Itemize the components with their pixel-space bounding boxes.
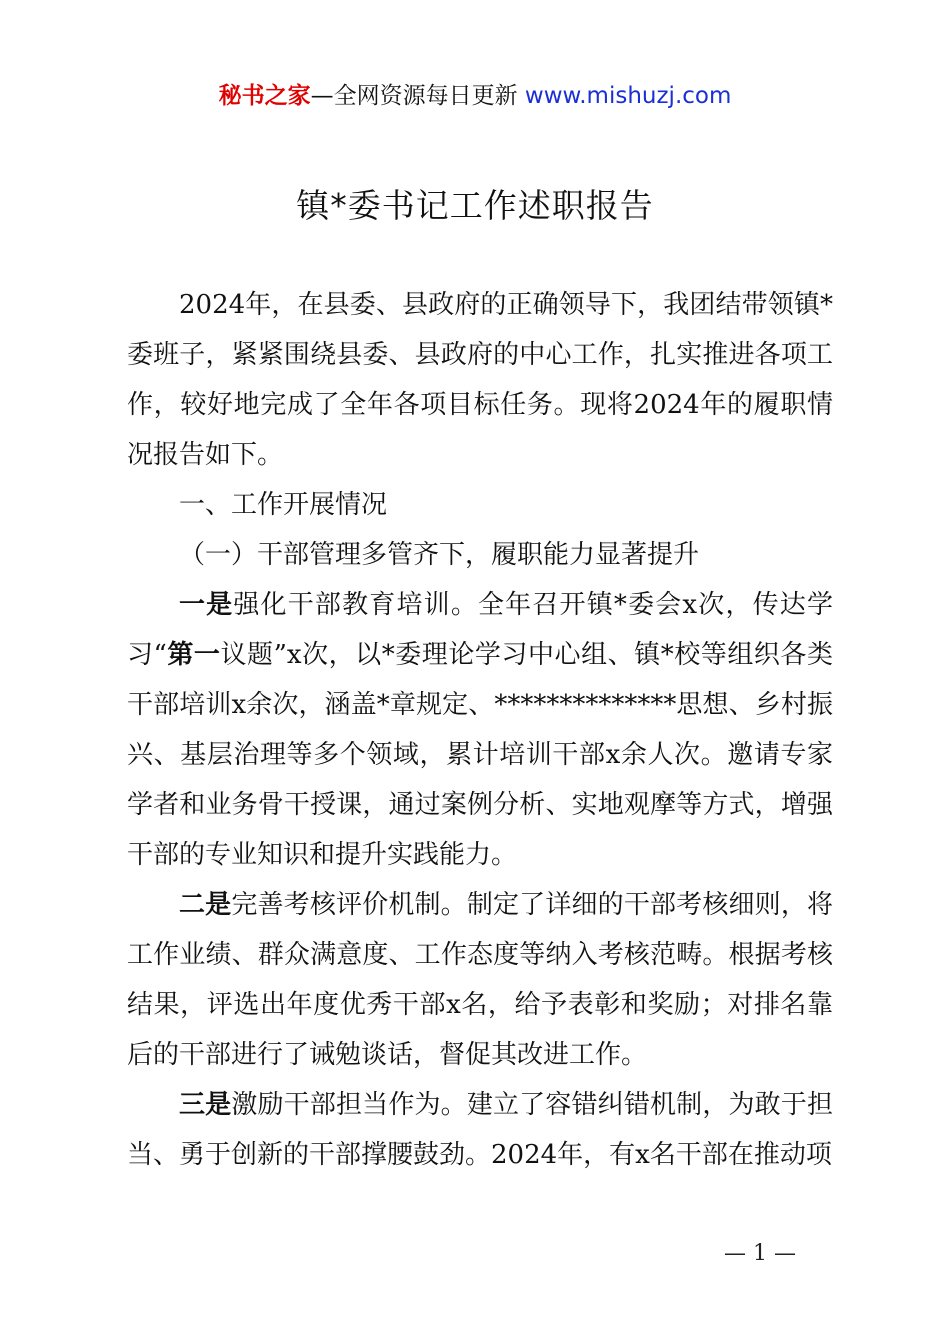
banner-slogan: —全网资源每日更新 xyxy=(310,83,525,109)
banner-url-link[interactable]: www.mishuzj.com xyxy=(524,83,732,109)
point-1-text-b: 议题”x次，以*委理论学习中心组、镇*校等组织各类干部培训x余次，涵盖*章规定、**************思想、乡村振兴、基层治理等多个领域，累计培训干部x余人次。邀请专家学者和业务骨干授课，通过案例分析、实地观摩等方式，增强干部的专业知识和提升实践能力。 xyxy=(127,640,833,870)
point-1-lead: 一是 xyxy=(179,590,234,620)
document-title: 镇*委书记工作述职报告 xyxy=(296,186,654,225)
point-1-text-a: 强化干部教育培训。全年召开镇*委会x次，传达学习“ xyxy=(127,590,833,670)
subsection-heading-1: （一）干部管理多管齐下，履职能力显著提升 xyxy=(179,540,700,570)
paragraph-point-2 xyxy=(127,880,833,1080)
point-3-text: 激励干部担当作为。建立了容错纠错机制，为敢于担当、勇于创新的干部撑腰鼓劲。2024年，有x名干部在推动项 xyxy=(127,1090,833,1170)
point-1-bold: 第一 xyxy=(166,640,221,670)
paragraph-point-1 xyxy=(127,580,833,880)
point-2-text: 完善考核评价机制。制定了详细的干部考核细则，将工作业绩、群众满意度、工作态度等纳入考核范畴。根据考核结果，评选出年度优秀干部x名，给予表彰和奖励；对排名靠后的干部进行了诫勉谈话，督促其改进工作。 xyxy=(127,890,833,1070)
section-heading-1: 一、工作开展情况 xyxy=(179,490,388,520)
document-body xyxy=(127,280,833,1180)
point-2-lead: 二是 xyxy=(179,890,232,920)
page-number: — 1 — xyxy=(724,1241,796,1266)
site-banner xyxy=(0,80,950,112)
paragraph-point-3 xyxy=(127,1080,833,1180)
point-3-lead: 三是 xyxy=(179,1090,232,1120)
brand-name: 秘书之家 xyxy=(218,83,311,109)
intro-paragraph: 2024年，在县委、县政府的正确领导下，我团结带领镇*委班子，紧紧围绕县委、县政府的中心工作，扎实推进各项工作，较好地完成了全年各项目标任务。现将2024年的履职情况报告如下。 xyxy=(127,290,833,470)
